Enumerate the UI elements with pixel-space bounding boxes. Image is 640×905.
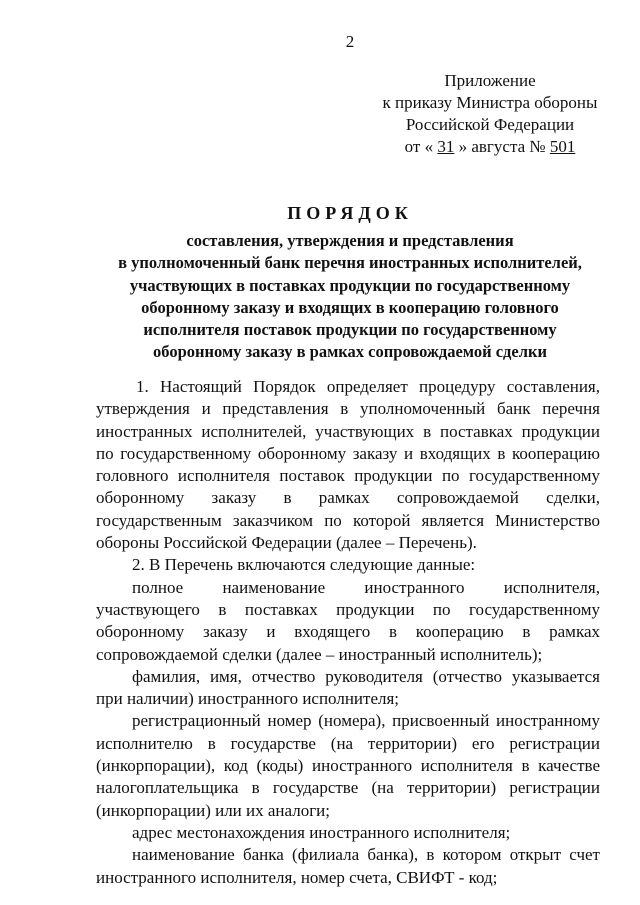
body-line: фамилия, имя, отчество руководителя (отчество указывается bbox=[132, 666, 600, 686]
title-main: ПОРЯДОК bbox=[287, 203, 413, 223]
paragraph-6 bbox=[96, 822, 600, 844]
page-number: 2 bbox=[345, 32, 355, 51]
paragraph-7 bbox=[96, 844, 600, 889]
title-line: составления, утверждения и представления bbox=[186, 231, 514, 250]
body-line: оборонному заказу в рамках сопровождаемой сделки, bbox=[96, 488, 600, 508]
order-day: 31 bbox=[437, 137, 455, 156]
body-line: 1. Настоящий Порядок определяет процедуру составления, bbox=[136, 377, 600, 396]
appendix-line-1: Приложение bbox=[444, 71, 536, 90]
body-line: по государственному оборонному заказу и входящих в кооперацию bbox=[96, 443, 600, 463]
body-line: утверждения и представления в уполномоченный банк перечня bbox=[96, 399, 600, 419]
paragraph-5 bbox=[96, 710, 600, 821]
order-date-prefix: от « bbox=[404, 137, 434, 156]
body-line: 2. В Перечень включаются следующие данные: bbox=[132, 555, 476, 575]
body-line: головного исполнителя поставок продукции по государственному bbox=[96, 466, 600, 486]
body-line: регистрационный номер (номера), присвоенный иностранному bbox=[132, 711, 600, 731]
title-line: оборонному заказу в рамках сопровождаемой сделки bbox=[153, 342, 547, 362]
body-line: полное наименование иностранного исполнителя, bbox=[132, 577, 600, 597]
order-date-middle: » августа № bbox=[458, 137, 546, 156]
appendix-line-3: Российской Федерации bbox=[405, 115, 575, 134]
document-body bbox=[96, 376, 600, 889]
body-line: наименование банка (филиала банка), в котором открыт счет bbox=[132, 845, 600, 865]
paragraph-2 bbox=[96, 554, 600, 576]
paragraph-3 bbox=[96, 577, 600, 666]
document-title bbox=[60, 202, 640, 364]
body-line: (инкорпорации) или их аналоги; bbox=[96, 800, 330, 820]
body-line: обороны Российской Федерации (далее – Перечень). bbox=[96, 533, 477, 553]
body-line: сопровождаемой сделки (далее – иностранный исполнитель); bbox=[96, 644, 543, 664]
body-line: иностранных исполнителей, участвующих в поставках продукции bbox=[96, 421, 600, 441]
appendix-line-4 bbox=[360, 136, 620, 158]
title-line: исполнителя поставок продукции по государственному bbox=[143, 320, 557, 340]
body-line: исполнителю в государстве (на территории) его регистрации bbox=[96, 733, 600, 753]
body-line: (инкорпорации), код (коды) иностранного исполнителя в качестве bbox=[96, 756, 600, 776]
order-number: 501 bbox=[549, 137, 576, 156]
title-line: в уполномоченный банк перечня иностранных исполнителей, bbox=[118, 253, 582, 273]
title-line: оборонному заказу и входящих в кооперацию головного bbox=[141, 297, 559, 317]
appendix-header bbox=[360, 70, 620, 158]
appendix-line-2: к приказу Министра обороны bbox=[382, 93, 598, 112]
body-line: иностранного исполнителя, номер счета, СВИФТ - код; bbox=[96, 867, 498, 887]
title-subtitle bbox=[60, 230, 640, 364]
body-line: налогоплательщика в государстве (на территории) регистрации bbox=[96, 778, 600, 798]
title-line: участвующих в поставках продукции по государственному bbox=[129, 275, 571, 295]
body-line: адрес местонахождения иностранного исполнителя; bbox=[132, 822, 511, 842]
paragraph-1 bbox=[96, 376, 600, 554]
body-line: оборонному заказу и входящего в кооперацию в рамках bbox=[96, 622, 600, 642]
body-line: при наличии) иностранного исполнителя; bbox=[96, 689, 400, 709]
body-line: участвующего в поставках продукции по государственному bbox=[96, 599, 600, 619]
body-line: государственным заказчиком по которой является Министерство bbox=[96, 510, 600, 530]
paragraph-4 bbox=[96, 666, 600, 711]
